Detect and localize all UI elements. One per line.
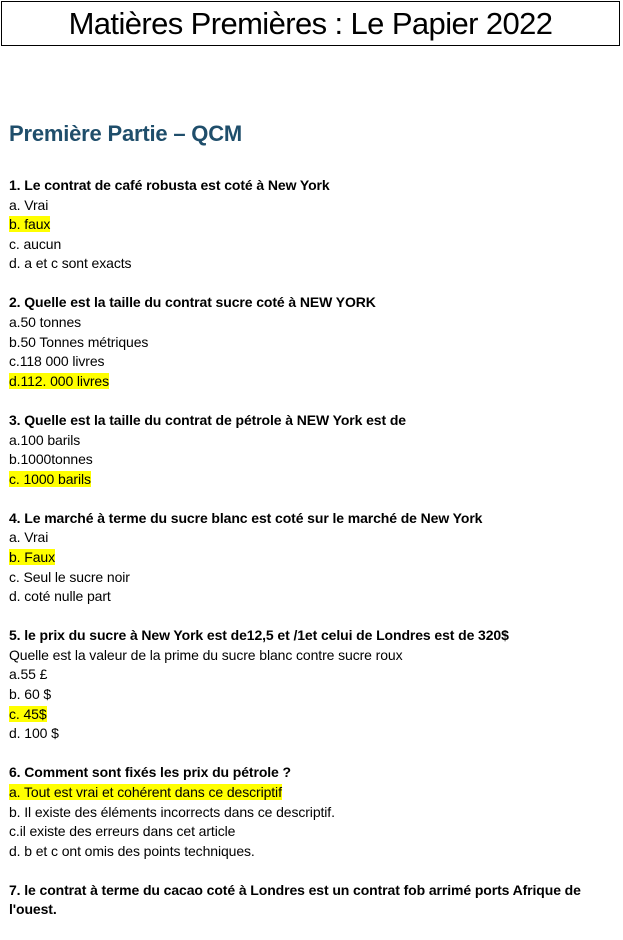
answer-option-highlighted: a. Tout est vrai et cohérent dans ce descriptif [9, 783, 282, 800]
answer-option-highlighted: d.112. 000 livres [9, 372, 109, 389]
answer-option: d. a et c sont exacts [9, 255, 132, 272]
question-5 [9, 626, 619, 744]
answer-option: b. Il existe des éléments incorrects dans ce descriptif. [9, 803, 335, 820]
answer-option: d. b et c ont omis des points techniques. [9, 842, 255, 859]
answer-option: a.100 barils [9, 431, 81, 448]
answer-option: a. Vrai [9, 529, 49, 546]
answer-option: c.il existe des erreurs dans cet article [9, 823, 236, 840]
question-3 [9, 411, 619, 489]
answer-option: a.50 tonnes [9, 314, 82, 331]
answer-option: b.1000tonnes [9, 451, 93, 468]
question-subtext: Quelle est la valeur de la prime du sucre blanc contre sucre roux [9, 646, 403, 663]
section-heading: Première Partie – QCM [9, 121, 243, 146]
question-4 [9, 509, 619, 607]
qcm-list [9, 176, 619, 940]
question-text: 5. le prix du sucre à New York est de12,5 et /1et celui de Londres est de 320$ [9, 627, 509, 644]
answer-option: c.118 000 livres [9, 353, 105, 370]
question-6 [9, 763, 619, 861]
answer-option: d. 100 $ [9, 725, 59, 742]
question-7 [9, 881, 619, 920]
question-text: 7. le contrat à terme du cacao coté à Londres est un contrat fob arrimé ports Afrique de l'ouest. [9, 881, 581, 918]
answer-option: a. Vrai [9, 196, 49, 213]
question-1 [9, 176, 619, 274]
answer-option-highlighted: b. Faux [9, 549, 55, 565]
answer-option: c. aucun [9, 235, 62, 252]
question-text: 6. Comment sont fixés les prix du pétrole ? [9, 764, 291, 781]
question-2 [9, 293, 619, 391]
page-title-box [1, 1, 620, 46]
answer-option: b. 60 $ [9, 686, 52, 703]
answer-option: b.50 Tonnes métriques [9, 333, 149, 350]
answer-option-highlighted: c. 45$ [9, 705, 47, 722]
question-text: 3. Quelle est la taille du contrat de pétrole à NEW York est de [9, 411, 406, 428]
answer-option: d. coté nulle part [9, 588, 111, 605]
answer-option-highlighted: b. faux [9, 216, 51, 233]
answer-option: c. Seul le sucre noir [9, 568, 130, 585]
page-title: Matières Premières : Le Papier 2022 [68, 6, 553, 41]
answer-option-highlighted: c. 1000 barils [9, 470, 91, 487]
question-text: 1. Le contrat de café robusta est coté à New York [9, 177, 330, 193]
question-text: 2. Quelle est la taille du contrat sucre coté à NEW YORK [9, 294, 376, 311]
question-text: 4. Le marché à terme du sucre blanc est coté sur le marché de New York [9, 509, 483, 526]
answer-option: a.55 £ [9, 666, 48, 683]
